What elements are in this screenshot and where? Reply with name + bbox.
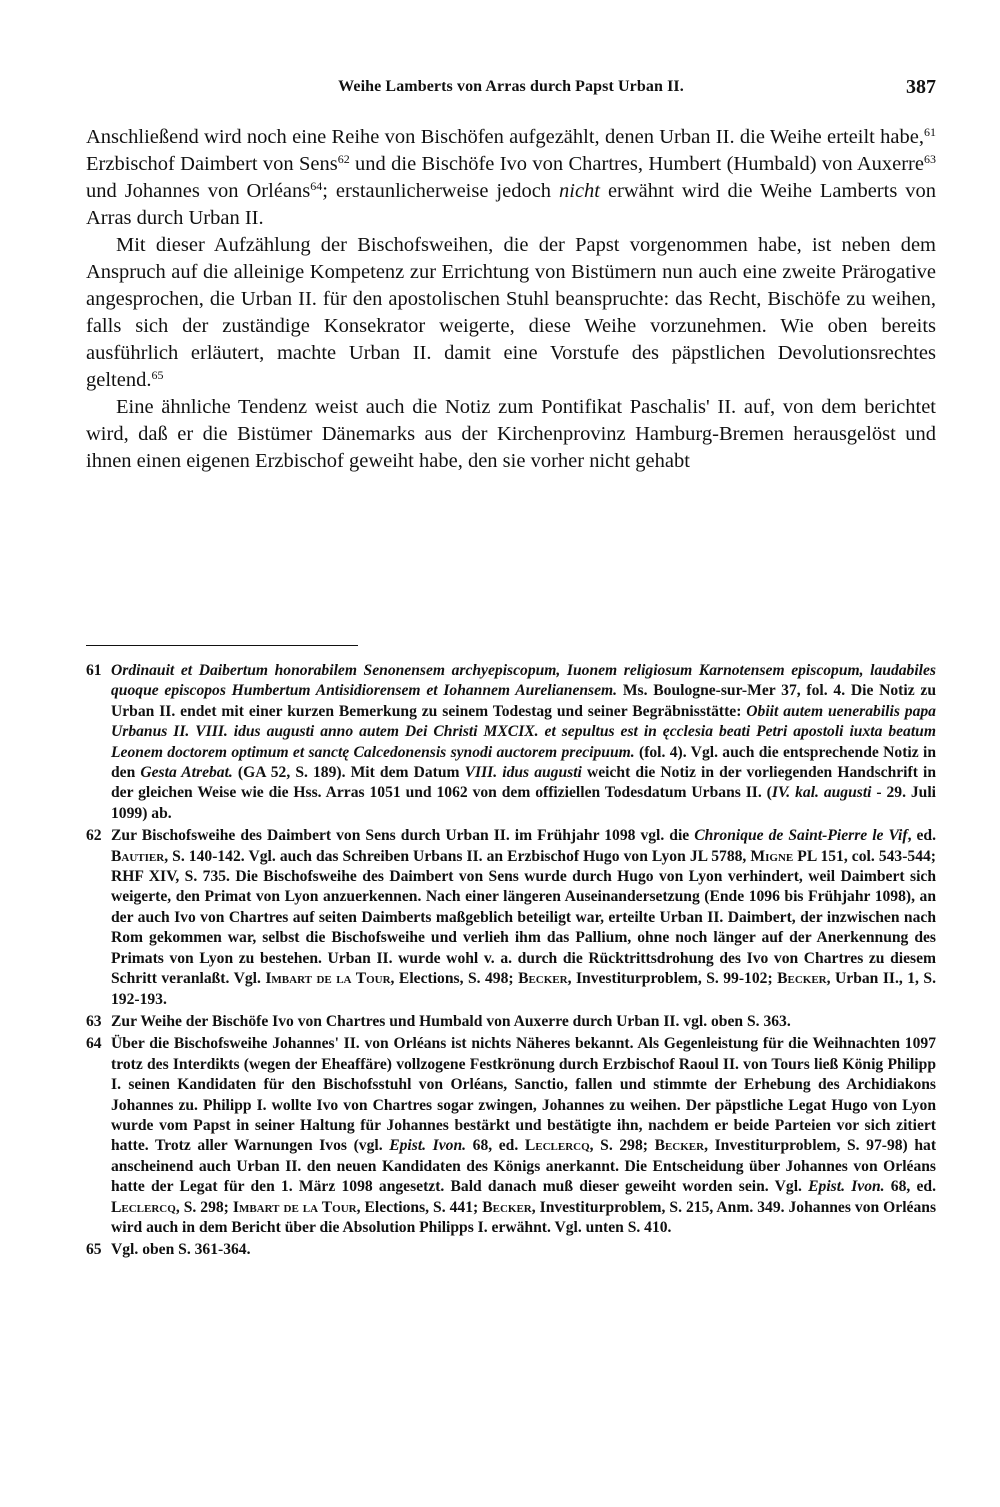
footnote-ref-65: 65 <box>151 368 164 382</box>
text-run: IV. kal. augusti <box>771 784 872 802</box>
text-run: , Investiturproblem, S. 215, Anm. 349. Johannes von Orléans wird auch in dem Bericht über die Absolution Philipps I. erwähnt. Vgl. unten S. 410. <box>111 1198 937 1236</box>
author-name: Becker <box>654 1137 705 1155</box>
paragraph-3: Eine ähnliche Tendenz weist auch die Notiz zum Pontifikat Paschalis' II. auf, von dem berichtet wird, daß er die Bistümer Dänemarks aus der Kirchenprovinz Hamburg-Bremen herausgelöst und ihnen einen eigenen Erzbischof geweiht habe, den sie vorher nicht gehabt <box>86 396 936 472</box>
text-run: weicht die Notiz in der vorliegenden Handschrift in der gleichen Weise wie die Hss. Arras 1051 und 1062 von dem offiziellen Todesdatum Urbans II. ( <box>111 764 936 802</box>
text-run: , Investiturproblem, S. 99-102; <box>567 970 778 988</box>
footnote-separator <box>86 645 358 646</box>
author-name: Bautier <box>111 847 165 865</box>
footnote-61 <box>86 661 936 824</box>
text-run: , S. 140-142. Vgl. auch das Schreiben Urbans II. an Erzbischof Hugo von Lyon JL 5788, <box>164 847 751 865</box>
footnote-ref-62: 62 <box>337 152 350 166</box>
text-run: Epist. Ivon. <box>389 1137 467 1155</box>
text-run: , S. 298; <box>175 1198 233 1216</box>
text-run: , Elections, S. 498; <box>390 970 519 988</box>
footnote-ref-64: 64 <box>310 179 323 193</box>
text-run: PL 151, col. 543-544; RHF XIV, S. 735. Die Bischofsweihe des Daimbert von Sens wurde durch Hugo von Lyon verhindert, weil Daimbert sich weigerte, den Primat von Lyon anzuerkennen. Nach einer längeren Auseinandersetzung (Ende 1096 bis Frühjahr 1098), an der auch Ivo von Chartres auf seiten Daimberts maßgeblich beteiligt war, erteilte Urban II. Daimbert, der inzwischen nach Rom gekommen war, selbst die Bischofsweihe und verlieh ihm das Pallium, ohne noch länger auf der Anerkennung des Primats von Lyon zu bestehen. Urban II. wurde wohl v. a. durch die Rücktrittsdrohung des Ivo von Chartres zu diesem Schritt veranlaßt. Vgl. <box>111 847 936 988</box>
footnote-65 <box>86 1240 936 1260</box>
author-name: Becker <box>482 1198 532 1216</box>
footnote-number: 65 <box>86 1241 102 1259</box>
page-number: 387 <box>906 76 936 98</box>
text-run: ; erstaunlicherweise jedoch <box>322 180 559 202</box>
text-run: Epist. Ivon. <box>808 1178 885 1196</box>
footnote-number: 64 <box>86 1035 102 1053</box>
text-run: Gesta Atrebat. <box>140 764 233 782</box>
author-name: Imbart de la Tour <box>265 970 391 988</box>
author-name: Migne <box>750 847 794 865</box>
text-run: Vgl. oben S. 361-364. <box>111 1241 251 1259</box>
footnote-number: 62 <box>86 827 102 845</box>
author-name: Imbart de la Tour <box>232 1198 357 1216</box>
footnotes <box>86 661 936 1263</box>
author-name: Becker <box>777 970 827 988</box>
text-run: Mit dieser Aufzählung der Bischofsweihen, die der Papst vorgenommen habe, ist neben dem Anspruch auf die alleinige Kompetenz zur Errichtung von Bistümern nun auch eine zweite Prärogative angesprochen, die Urban II. für den apostolischen Stuhl beanspruchte: das Recht, Bischöfe zu weihen, falls sich der zuständige Konsekrator weigerte, diese Weihe vorzunehmen. Wie oben bereits ausführlich erläutert, machte Urban II. damit eine Vorstufe des päpstlichen Devolutionsrechtes geltend. <box>86 234 936 391</box>
text-run: erwähnt wird die Weihe Lamberts von Arras durch Urban II. <box>86 180 936 229</box>
text-run: Ordinauit et Daibertum honorabilem Senonensem archyepiscopum, Iuonem religiosum Karnotensem episcopum, laudabiles quoque episcopos Humbertum Antisidiorensem et Iohannem Aurelianensem. <box>111 662 936 700</box>
footnote-64 <box>86 1034 936 1238</box>
text-run: VIII. idus augusti <box>464 764 582 782</box>
paragraph-2 <box>86 232 936 394</box>
text-run: Chronique de Saint-Pierre le Vif <box>694 827 908 845</box>
text-run: Zur Bischofsweihe des Daimbert von Sens durch Urban II. im Frühjahr 1098 vgl. die <box>111 827 695 845</box>
text-run: (GA 52, S. 189). Mit dem Datum <box>232 764 465 782</box>
text-run: , Investiturproblem, S. 97-98) hat anscheinend auch Urban II. den neuen Kandidaten des Königs anerkannt. Die Entscheidung über Johannes von Orléans hatte der Legat für den 1. März 1098 angesetzt. Bald danach muß dieser geweiht worden sein. Vgl. <box>111 1137 937 1196</box>
text-run: , Elections, S. 441; <box>356 1198 483 1216</box>
text-run: 68, ed. <box>466 1137 525 1155</box>
footnote-62 <box>86 826 936 1010</box>
text-run: Erzbischof Daimbert von Sens <box>86 153 338 175</box>
text-run: und die Bischöfe Ivo von Chartres, Humbert (Humbald) von Auxerre <box>349 153 924 175</box>
text-run: Anschließend wird noch eine Reihe von Bischöfen aufgezählt, denen Urban II. die Weihe erteilt habe, <box>86 126 924 148</box>
footnote-ref-61: 61 <box>924 125 936 139</box>
author-name: Becker <box>518 970 568 988</box>
text-run: Obiit autem uenerabilis papa Urbanus II. VIII. idus augusti anno autem Dei Christi MXCIX. et sepultus est in ęcclesia beati Petri apostoli iuxta beatum Leonem doctorem optimum et sanctę Calcedonensis synodi auctorem precipuum. <box>111 702 936 761</box>
paragraph-1 <box>86 124 936 232</box>
running-title: Weihe Lamberts von Arras durch Papst Urban II. <box>338 78 684 95</box>
footnote-63 <box>86 1012 936 1032</box>
text-run: , Urban II., 1, S. 192-193. <box>111 970 936 1008</box>
emphasis: nicht <box>559 180 600 202</box>
running-header <box>86 76 936 106</box>
text-run: Ms. Boulogne-sur-Mer 37, fol. 4. Die Notiz zu Urban II. endet mit einer kurzen Bemerkung zu seinem Todestag und seiner Begräbnisstätte: <box>111 682 936 720</box>
author-name: Leclercq <box>111 1198 176 1216</box>
footnote-number: 61 <box>86 662 102 679</box>
text-run: Über die Bischofsweihe Johannes' II. von Orléans ist nichts Näheres bekannt. Als Gegenleistung für die Weihnachten 1097 trotz des Interdikts (wegen der Eheaffäre) vollzogene Festkrönung durch Erzbischof Raoul II. von Tours ließ König Philipp I. seinen Kandidaten für den Bischofsstuhl von Orléans, Sanctio, fallen und stimmte der Erhebung des Archidiakons Johannes zu. Philipp I. wollte Ivo von Chartres sogar zwingen, Johannes zu weihen. Der päpstliche Legat Hugo von Lyon wurde vom Papst in seiner Haltung für Johannes bestärkt und bestätigte ihn, nachdem er beide Parteien vor sich zitiert hatte. Trotz aller Warnungen Ivos (vgl. <box>111 1035 936 1155</box>
author-name: Leclercq <box>524 1137 590 1155</box>
text-run: Zur Weihe der Bischöfe Ivo von Chartres und Humbald von Auxerre durch Urban II. vgl. oben S. 363. <box>111 1012 791 1030</box>
footnote-ref-63: 63 <box>923 152 936 166</box>
text-run: - 29. Juli 1099) ab. <box>111 784 937 822</box>
text-run: , S. 298; <box>589 1137 655 1155</box>
footnote-number: 63 <box>86 1012 102 1030</box>
text-run: , ed. <box>907 827 936 845</box>
text-run: und Johannes von Orléans <box>86 180 311 202</box>
text-run: (fol. 4). Vgl. auch die entsprechende Notiz in den <box>111 743 936 782</box>
text-run: 68, ed. <box>884 1178 937 1196</box>
main-text <box>86 124 936 475</box>
